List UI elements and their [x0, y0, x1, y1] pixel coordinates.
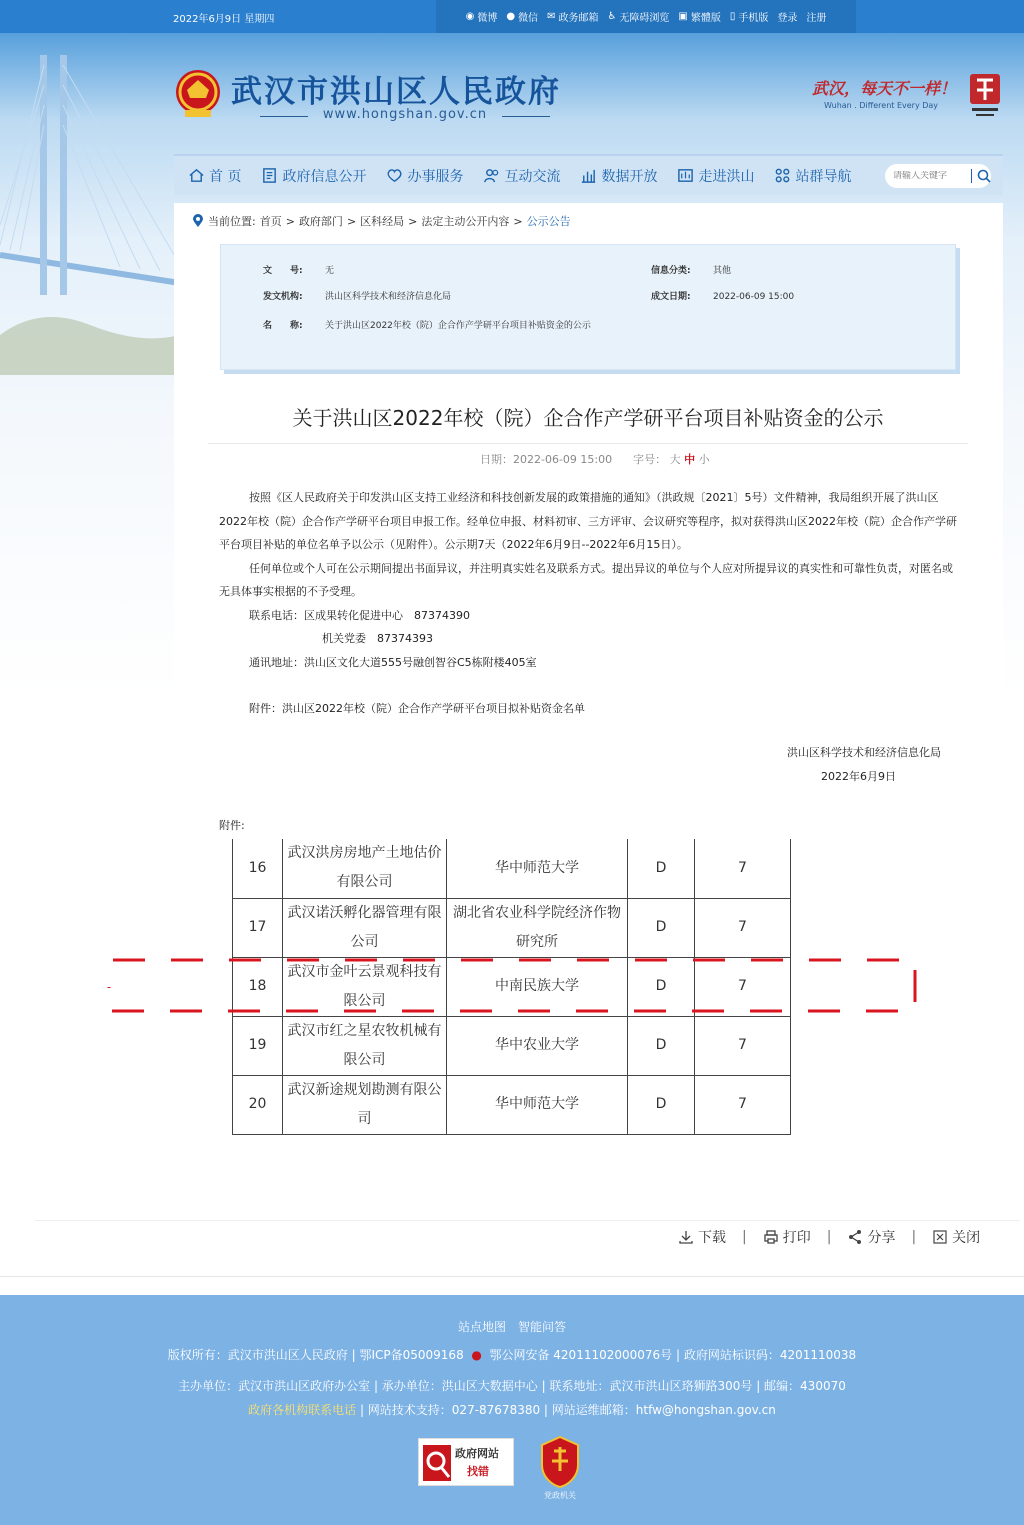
nav-site-group[interactable]: 站群导航	[774, 166, 851, 186]
contact-line-2: 机关党委 87374393	[322, 632, 433, 645]
grade: D	[628, 839, 695, 898]
font-size-medium[interactable]: 中	[684, 453, 696, 466]
name-row	[263, 318, 591, 331]
nav-gov-info[interactable]: 政府信息公开	[261, 166, 366, 186]
top-bar	[0, 0, 1024, 33]
signature-date: 2022年6月9日	[821, 770, 896, 783]
wuhan-logo-icon	[968, 72, 1002, 120]
doc-number-row	[263, 263, 334, 276]
company-name: 武汉市金叶云景观科技有限公司	[283, 957, 447, 1016]
close-icon	[932, 1229, 948, 1245]
police-badge-icon: ●	[467, 1348, 486, 1362]
mail-icon: ✉	[547, 10, 556, 22]
table-row	[233, 1016, 791, 1075]
breadcrumb-home[interactable]: 首页	[259, 215, 282, 228]
mail-link[interactable]: ✉ 政务邮箱	[547, 10, 599, 24]
attachment-label: 附件:	[219, 819, 245, 832]
footer-links[interactable]: 站点地图 智能问答	[457, 1320, 566, 1334]
document-info-box	[220, 244, 956, 370]
grade: D	[628, 957, 695, 1016]
partner-institution: 华中师范大学	[447, 839, 628, 898]
breadcrumb: 当前位置: 首页 > 政府部门 > 区科经局 > 法定主动公开内容 > 公示公告	[192, 213, 571, 229]
partner-institution: 湖北省农业科学院经济作物研究所	[447, 898, 628, 957]
search-box	[885, 164, 991, 188]
partner-institution: 华中师范大学	[447, 1075, 628, 1134]
article-date: 2022-06-09 15:00	[513, 453, 613, 466]
table-row	[233, 898, 791, 957]
table-row	[233, 839, 791, 898]
grid-icon	[774, 167, 791, 184]
site-title: 武汉市洪山区人民政府	[231, 74, 561, 110]
name-value: 关于洪山区2022年校（院）企合作产学研平台项目补贴资金的公示	[325, 321, 591, 331]
font-size-large[interactable]: 大	[669, 453, 681, 466]
current-date: 2022年6月9日 星期四	[173, 14, 275, 25]
nav-services[interactable]: 办事服务	[386, 166, 463, 186]
service-icon	[386, 167, 403, 184]
chart-icon	[580, 167, 597, 184]
issuer-label: 发文机构:	[263, 292, 303, 302]
subsidy-amount: 7	[695, 898, 791, 957]
nav-open-data[interactable]: 数据开放	[580, 166, 657, 186]
partner-institution: 中南民族大学	[447, 957, 628, 1016]
breadcrumb-departments[interactable]: 政府部门	[298, 215, 343, 228]
doc-date-label: 成文日期:	[651, 292, 691, 302]
subsidy-amount: 7	[695, 1016, 791, 1075]
row-number: 19	[233, 1016, 283, 1075]
party-government-badge-icon[interactable]	[538, 1435, 582, 1489]
grade: D	[628, 1016, 695, 1075]
highlight-dashed-box	[107, 957, 919, 1014]
article-date-label: 日期：	[480, 453, 513, 466]
font-size-small[interactable]: 小	[698, 453, 710, 466]
national-emblem-icon	[173, 66, 223, 122]
main-nav	[174, 154, 1003, 195]
city-slogan-en: Wuhan . Different Every Day	[824, 101, 939, 110]
download-button[interactable]: 下载	[678, 1227, 726, 1247]
search-divider	[971, 169, 972, 183]
breadcrumb-public-content[interactable]: 法定主动公开内容	[421, 215, 510, 228]
footer-copyright: 版权所有：武汉市洪山区人民政府 | 鄂ICP备05009168 ● 鄂公网安备 42011102000076号 | 政府网站标识码：4201110038	[167, 1348, 857, 1362]
category-row	[651, 263, 731, 276]
grade: D	[628, 898, 695, 957]
party-badge-label: 党政机关	[544, 1491, 576, 1500]
subsidy-amount: 7	[695, 839, 791, 898]
row-number: 20	[233, 1075, 283, 1134]
nav-about-hongshan[interactable]: 走进洪山	[677, 166, 754, 186]
nav-interaction[interactable]: 互动交流	[483, 166, 560, 186]
accessibility-icon: ♿	[607, 10, 617, 22]
title-divider	[208, 443, 968, 444]
share-button[interactable]: 分享	[847, 1227, 895, 1247]
row-number: 17	[233, 898, 283, 957]
attachment-line[interactable]: 附件：洪山区2022年校（院）企合作产学研平台项目拟补贴资金名单	[249, 702, 585, 715]
top-links	[436, 0, 856, 33]
subsidy-amount: 7	[695, 957, 791, 1016]
login-link[interactable]: 登录	[777, 13, 798, 24]
article-meta	[480, 451, 710, 467]
breadcrumb-current[interactable]: 公示公告	[526, 215, 571, 228]
company-name: 武汉洪房房地产土地估价有限公司	[283, 839, 447, 898]
issuer-value: 洪山区科学技术和经济信息化局	[325, 292, 452, 302]
grade: D	[628, 1075, 695, 1134]
bridge-illustration	[0, 35, 180, 375]
paragraph-2: 任何单位或个人可在公示期间提出书面异议，并注明真实姓名及联系方式。提出异议的单位与个人应对所提异议的真实性和可靠性负责，对匿名或无具体事实根据的不予受理。	[219, 561, 953, 598]
city-slogan: 武汉，每天不一样！	[812, 79, 957, 98]
doc-date-value: 2022-06-09 15:00	[713, 292, 795, 302]
download-icon	[678, 1229, 694, 1245]
address-line: 通讯地址：洪山区文化大道555号融创智谷C5栋附楼405室	[249, 655, 537, 669]
share-icon	[847, 1229, 863, 1245]
name-label: 名 称:	[263, 321, 303, 331]
register-link[interactable]: 注册	[806, 13, 827, 24]
footer-organizer: 主办单位：武汉市洪山区政府办公室 | 承办单位：洪山区大数据中心 | 联系地址：武汉市洪山区珞狮路300号 | 邮编：430070	[178, 1379, 846, 1393]
doc-number-value: 无	[325, 266, 335, 276]
subsidy-amount: 7	[695, 1075, 791, 1134]
issuer-row	[263, 289, 451, 302]
doc-date-row	[651, 289, 794, 302]
tools-divider	[35, 1220, 1020, 1221]
weibo-link[interactable]: ◉ 微博	[465, 10, 498, 24]
nav-home[interactable]: 首 页	[188, 166, 241, 186]
document-icon	[261, 167, 278, 184]
paragraph-1: 按照《区人民政府关于印发洪山区支持工业经济和科技创新发展的政策措施的通知》（洪政规〔2021〕5号）文件精神，我局组织开展了洪山区2022年校（院）企合作产学研平台项目申报工作。经单位申报、材料初审、三方评审、会议研究等程序，拟对获得洪山区2022年校（院）企合作产学研平台项目补贴的单位名单予以公示（见附件）。公示期7天（2022年6月9日--2022年6月15日）。	[219, 491, 957, 551]
wechat-icon: ●	[506, 10, 516, 22]
accessibility-link[interactable]: ♿ 无障碍浏览	[607, 10, 670, 24]
company-name: 武汉市红之星农牧机械有限公司	[283, 1016, 447, 1075]
article-body	[219, 486, 959, 721]
traditional-icon: ▣	[678, 10, 688, 22]
mobile-link[interactable]: ▯ 手机版	[729, 10, 769, 24]
print-icon	[763, 1229, 779, 1245]
print-button[interactable]: 打印	[763, 1227, 811, 1247]
traditional-link[interactable]: ▣ 繁體版	[678, 10, 721, 24]
breadcrumb-prefix: 当前位置:	[208, 215, 256, 228]
company-name: 武汉新途规划勘测有限公司	[283, 1075, 447, 1134]
table-row	[233, 1075, 791, 1134]
font-size-label: 字号：	[633, 453, 667, 466]
signature-org: 洪山区科学技术和经济信息化局	[787, 746, 941, 759]
footer-support: 政府各机构联系电话 | 网站技术支持：027-87678380 | 网站运维邮箱：htfw@hongshan.gov.cn	[248, 1403, 776, 1417]
row-number: 16	[233, 839, 283, 898]
search-input[interactable]	[893, 171, 971, 181]
page-divider	[0, 1276, 1024, 1277]
location-pin-icon	[192, 214, 204, 228]
agency-contacts-link[interactable]: 政府各机构联系电话	[248, 1403, 357, 1417]
doc-number-label: 文 号:	[263, 266, 303, 276]
company-name: 武汉诺沃孵化器管理有限公司	[283, 898, 447, 957]
landmark-icon	[677, 167, 694, 184]
site-url: www.hongshan.gov.cn	[260, 107, 550, 122]
home-icon	[188, 167, 205, 184]
row-number: 18	[233, 957, 283, 1016]
report-error-badge[interactable]: 政府网站 找错	[418, 1438, 514, 1486]
category-label: 信息分类:	[651, 266, 691, 276]
site-footer	[0, 1295, 1024, 1525]
article-title: 关于洪山区2022年校（院）企合作产学研平台项目补贴资金的公示	[292, 406, 884, 430]
article-tools: 下载 | 打印 | 分享 | 关闭	[678, 1227, 980, 1247]
people-icon	[483, 167, 500, 184]
category-value: 其他	[713, 266, 732, 276]
mobile-icon: ▯	[729, 10, 736, 22]
partner-institution: 华中农业大学	[447, 1016, 628, 1075]
search-icon[interactable]	[977, 169, 991, 183]
breadcrumb-bureau[interactable]: 区科经局	[360, 215, 405, 228]
contact-line-1: 联系电话：区成果转化促进中心 87374390	[249, 608, 470, 622]
weibo-icon: ◉	[465, 10, 475, 22]
close-button[interactable]: 关闭	[932, 1227, 980, 1247]
wechat-link[interactable]: ● 微信	[506, 10, 539, 24]
